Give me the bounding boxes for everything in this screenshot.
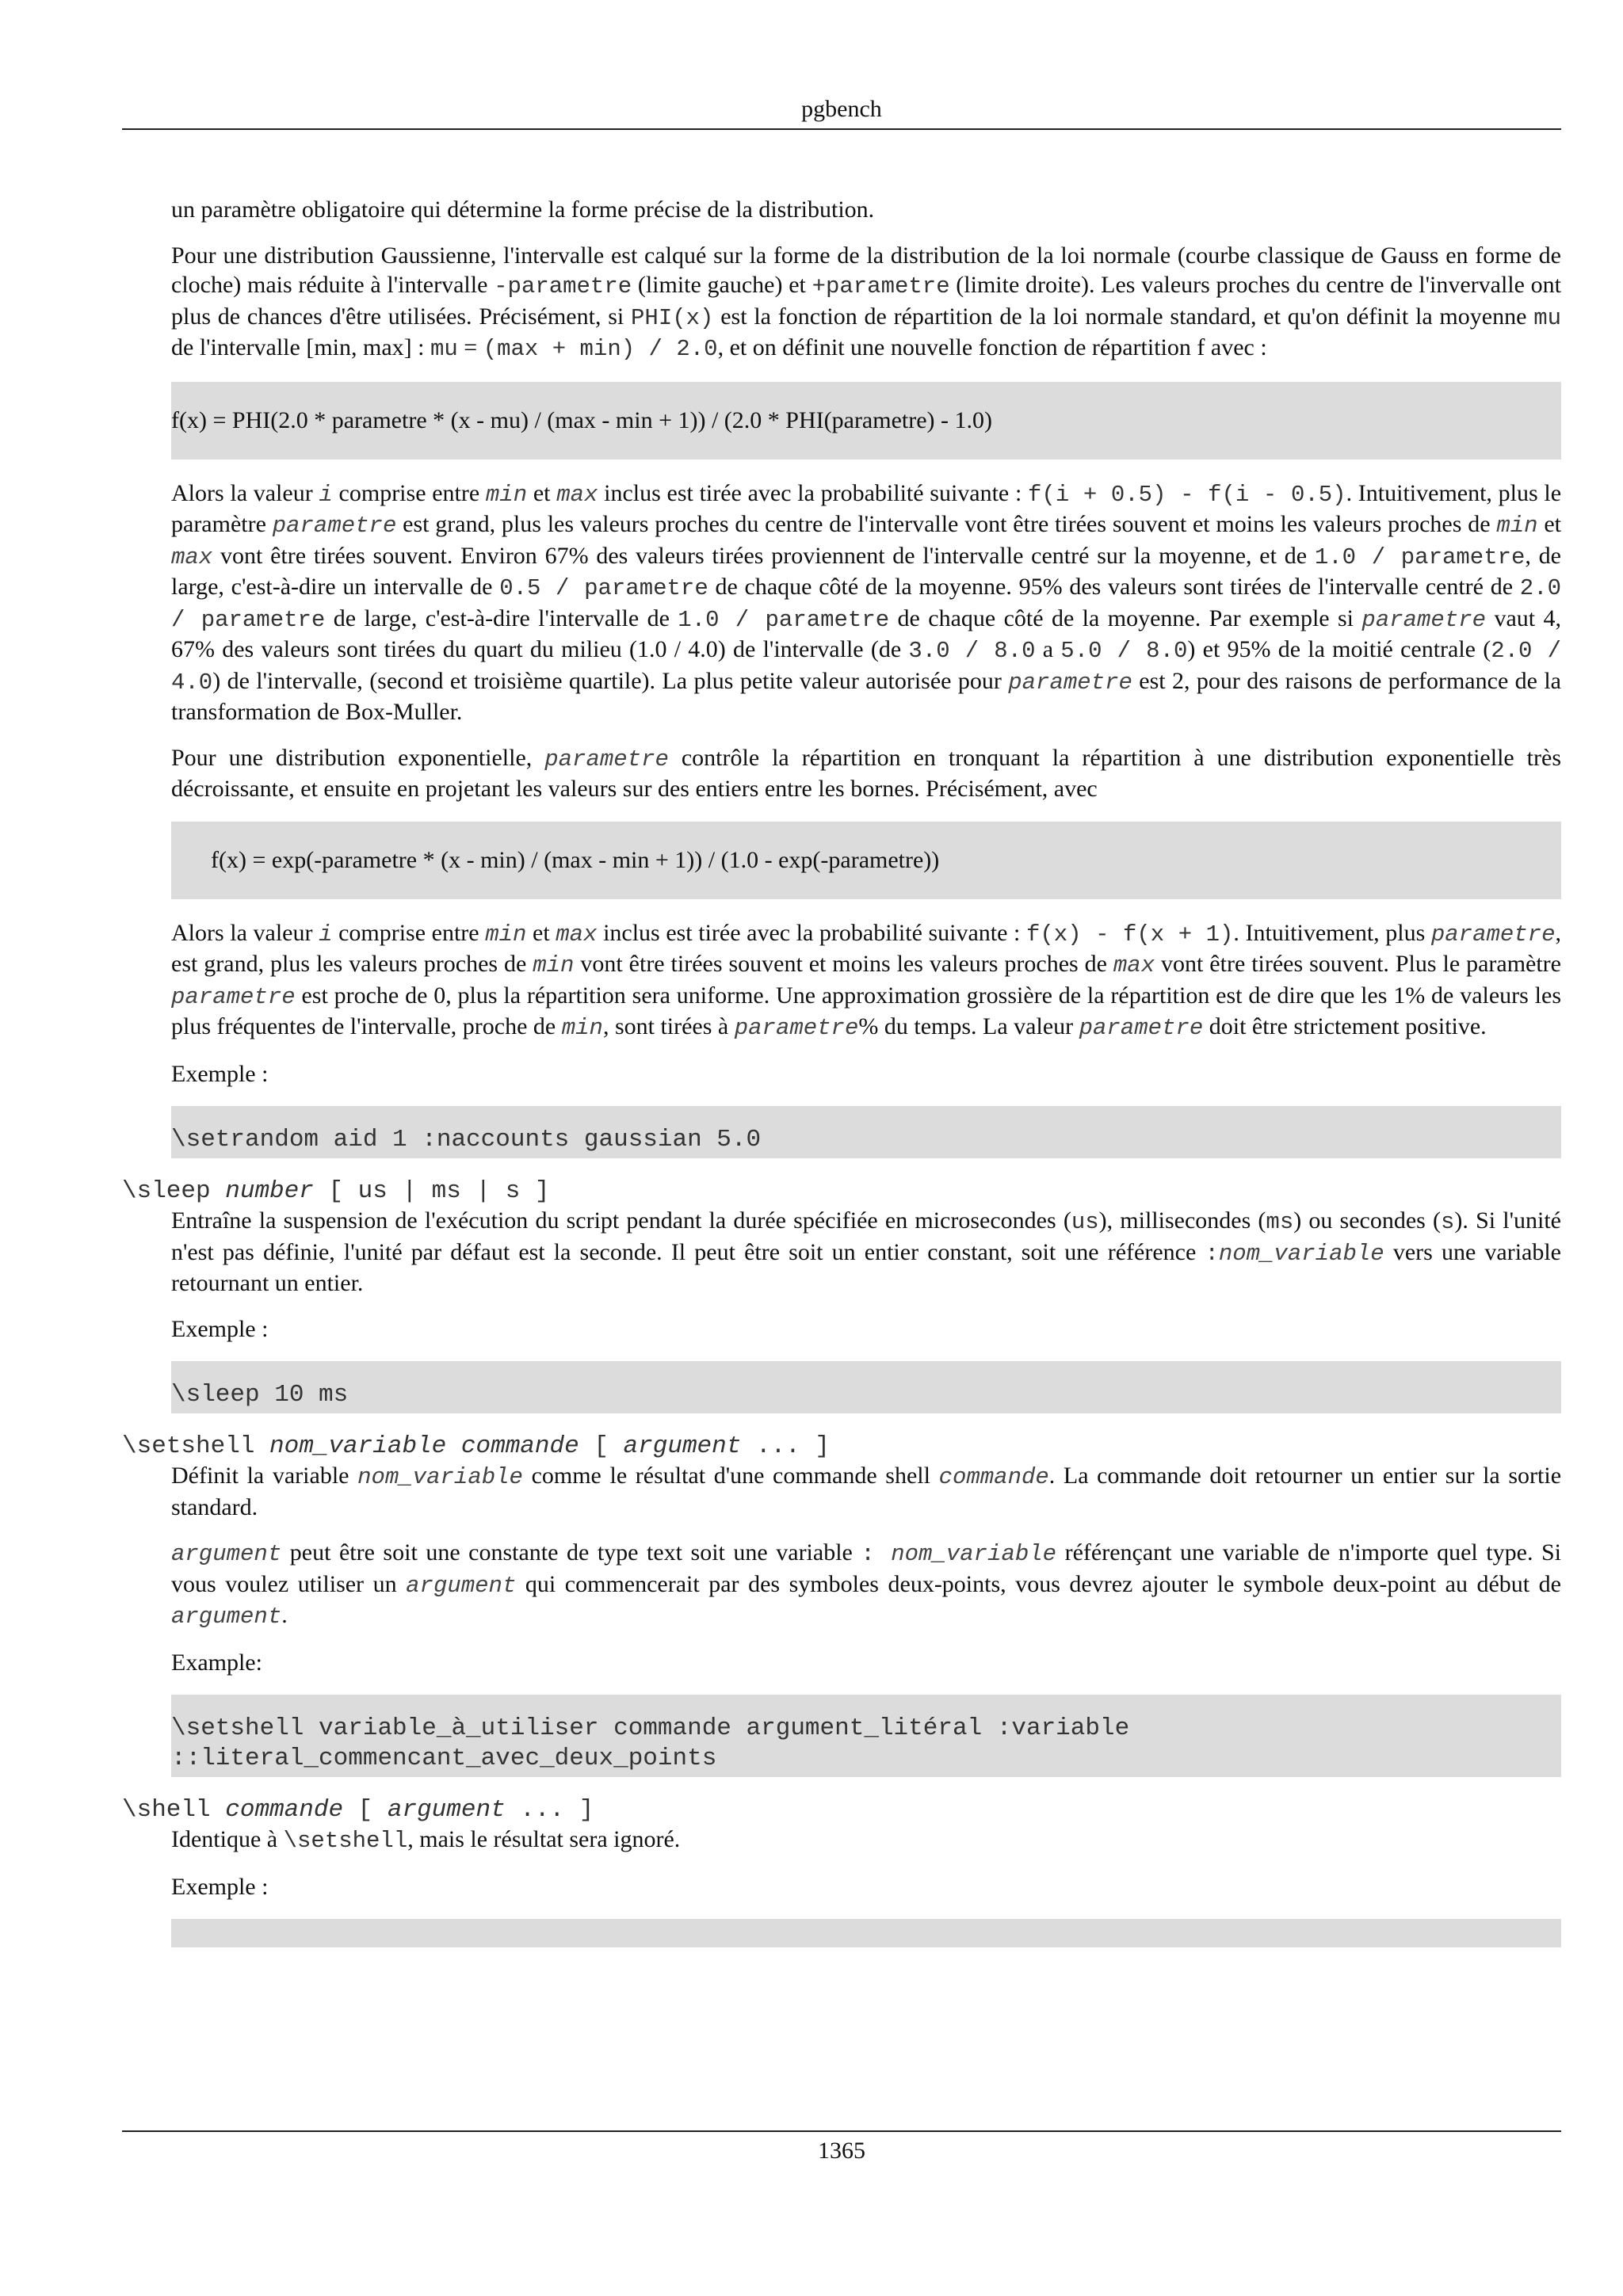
- text: ) ou secondes (: [1293, 1207, 1442, 1234]
- code-inline: ms: [1266, 1209, 1294, 1235]
- text: inclus est tirée avec la probabilité suivante :: [597, 919, 1026, 946]
- formula-block-exponential: f(x) = exp(-parametre * (x - min) / (max - min + 1)) / (1.0 - exp(-parametre)): [171, 822, 1561, 899]
- replaceable: min: [1496, 513, 1538, 539]
- text: \shell: [122, 1796, 226, 1824]
- replaceable: parametre: [1008, 669, 1132, 696]
- text: est grand, plus les valeurs proches du centre de l'intervalle vont être tirées souvent et moins les valeurs proches de: [396, 511, 1497, 537]
- running-header: [122, 93, 1561, 130]
- replaceable: commande: [460, 1432, 579, 1460]
- code-inline: PHI(x): [631, 304, 714, 331]
- text: =: [457, 334, 483, 360]
- paragraph-gaussian: [171, 241, 1561, 364]
- paragraph-setshell-1: [171, 1461, 1561, 1522]
- text: est la fonction de répartition de la loi normale standard, et qu'on définit la moyenne: [713, 303, 1534, 330]
- code-inline: 2.0 / parametre: [171, 575, 1561, 633]
- text: Identique à: [171, 1826, 284, 1852]
- code-inline: f(x) - f(x + 1): [1025, 921, 1234, 948]
- replaceable: min: [485, 481, 528, 508]
- text: ), millisecondes (: [1098, 1207, 1266, 1234]
- text: , sont tirées à: [602, 1013, 735, 1039]
- text: . La commande doit retourner un entier sur la sortie standard.: [171, 1463, 1562, 1520]
- text: [: [343, 1796, 388, 1824]
- paragraph-exponential: [171, 743, 1561, 804]
- replaceable: parametre: [1361, 606, 1487, 633]
- replaceable: parametre: [171, 983, 296, 1010]
- text: de chaque côté de la moyenne. Par exemple si: [889, 605, 1362, 631]
- code-inline: -parametre: [494, 273, 632, 299]
- text: comme le résultat d'une commande shell: [522, 1463, 939, 1489]
- code-inline: mu: [430, 336, 458, 362]
- replaceable: parametre: [272, 513, 397, 539]
- text: ... ]: [505, 1796, 594, 1824]
- text: , est grand, plus les valeurs proches de: [171, 919, 1561, 977]
- page-content: [122, 195, 1561, 1966]
- replaceable: number: [225, 1177, 314, 1205]
- code-inline: us: [1071, 1209, 1099, 1235]
- page-number: 1365: [818, 2138, 865, 2164]
- text: ) et 95% de la moitié centrale (: [1187, 636, 1491, 662]
- code-inline: 2.0 / 4.0: [171, 638, 1561, 696]
- replaceable: argument: [387, 1796, 506, 1824]
- text: [446, 1432, 461, 1460]
- example-label: Example:: [171, 1649, 262, 1676]
- code-inline: +parametre: [812, 273, 950, 299]
- text: vont être tirées souvent et moins les valeurs proches de: [574, 951, 1113, 977]
- text: (limite droite). Les valeurs proches du centre de l'invervalle ont plus de chances d'être utilisées. Précisément, si: [171, 272, 1561, 330]
- page-footer: [122, 2130, 1561, 2167]
- example-label: Exemple :: [171, 1315, 269, 1342]
- text: qui commencerait par des symboles deux-points, vous devrez ajouter le symbole deux-point au début de: [516, 1570, 1561, 1597]
- text: .: [281, 1602, 288, 1628]
- code-example-shell: [171, 1919, 1561, 1947]
- example-label: Exemple :: [171, 1060, 269, 1087]
- text: , mais le résultat sera ignoré.: [407, 1826, 681, 1852]
- text: . Intuitivement, plus le paramètre: [171, 479, 1562, 537]
- text: référençant une variable de n'importe quel type. Si vous voulez utiliser un: [171, 1539, 1562, 1597]
- sleep-description: [171, 1206, 1561, 1413]
- code-inline: mu: [1533, 304, 1561, 331]
- text: , et on définit une nouvelle fonction de répartition f avec :: [717, 334, 1267, 360]
- replaceable: argument: [623, 1432, 742, 1460]
- text: . Intuitivement, plus: [1233, 919, 1431, 946]
- paragraph-sleep: [171, 1206, 1561, 1299]
- text: ... ]: [741, 1432, 830, 1460]
- replaceable: parametre: [734, 1015, 859, 1041]
- code-inline: :: [1205, 1240, 1219, 1267]
- text: vont être tirées souvent. Environ 67% des valeurs tirées proviennent de l'intervalle centré sur la moyenne, et de: [212, 542, 1315, 569]
- replaceable: nom_variable: [1218, 1240, 1384, 1267]
- text: peut être soit une constante de type text soit une variable: [281, 1539, 861, 1566]
- replaceable: min: [485, 921, 527, 948]
- replaceable: commande: [938, 1464, 1049, 1490]
- text: \sleep: [122, 1177, 226, 1205]
- paragraph-exponential-details: [171, 918, 1561, 1043]
- replaceable: argument: [171, 1541, 282, 1567]
- text: vont être tirées souvent. Plus le paramètre: [1155, 951, 1561, 977]
- text: inclus est tirée avec la probabilité suivante :: [598, 479, 1029, 506]
- replaceable: nom_variable: [269, 1432, 447, 1460]
- replaceable: i: [319, 481, 333, 508]
- replaceable: max: [556, 921, 598, 948]
- text: , de large, c'est-à-dire un intervalle de: [171, 542, 1561, 600]
- term-setshell: [122, 1432, 1561, 1461]
- code-inline: s: [1441, 1209, 1455, 1235]
- paragraph-intro: un paramètre obligatoire qui détermine la forme précise de la distribution.: [171, 196, 875, 223]
- text: Pour une distribution Gaussienne, l'intervalle est calqué sur la forme de la distribution de la loi normale (courbe classique de Gauss en forme de cloche) mais réduite à l'intervalle: [171, 242, 1561, 298]
- replaceable: i: [319, 921, 333, 948]
- text: Alors la valeur: [171, 919, 319, 946]
- text: Pour une distribution exponentielle,: [171, 744, 545, 771]
- replaceable: min: [533, 952, 575, 978]
- code-inline: f(i + 0.5) - f(i - 0.5): [1028, 481, 1346, 508]
- text: vers une variable retournant un entier.: [171, 1238, 1561, 1296]
- replaceable: min: [561, 1015, 603, 1041]
- replaceable: nom_variable: [874, 1541, 1057, 1567]
- text: comprise entre: [332, 479, 486, 506]
- code-inline: 1.0 / parametre: [678, 606, 890, 633]
- text: et: [527, 479, 557, 506]
- text: [: [579, 1432, 624, 1460]
- text: de large, c'est-à-dire l'intervalle de: [325, 605, 678, 631]
- code-inline: 1.0 / parametre: [1314, 543, 1526, 570]
- text: et: [526, 919, 556, 946]
- replaceable: argument: [171, 1604, 282, 1630]
- text: a: [1035, 636, 1061, 662]
- term-sleep: [122, 1177, 1561, 1206]
- paragraph-shell: [171, 1825, 1561, 1856]
- header-title: pgbench: [801, 96, 882, 122]
- replaceable: argument: [406, 1572, 517, 1599]
- paragraph-setshell-2: [171, 1538, 1561, 1632]
- replaceable: commande: [225, 1796, 344, 1824]
- text: \setshell: [122, 1432, 270, 1460]
- code-inline: 5.0 / 8.0: [1060, 638, 1188, 664]
- example-label: Exemple :: [171, 1873, 269, 1900]
- text: de chaque côté de la moyenne. 95% des valeurs sont tirées de l'intervalle centré de: [708, 574, 1520, 600]
- replaceable: max: [556, 481, 598, 508]
- text: Alors la valeur: [171, 479, 319, 506]
- shell-description: [171, 1825, 1561, 1947]
- replaceable: max: [1113, 952, 1155, 978]
- text: (limite gauche) et: [632, 272, 812, 298]
- paragraph-gaussian-details: [171, 479, 1561, 727]
- replaceable: parametre: [1079, 1015, 1204, 1041]
- text: ) de l'intervalle, (second et troisième quartile). La plus petite valeur autorisée pour: [212, 667, 1009, 694]
- text: Définit la variable: [171, 1463, 358, 1489]
- text: est proche de 0, plus la répartition sera uniforme. Une approximation grossière de la répartition est de dire que les 1% de valeurs les plus fréquentes de l'intervalle, proche de: [171, 982, 1561, 1039]
- term-shell: [122, 1796, 1561, 1825]
- replaceable: parametre: [1430, 921, 1556, 948]
- text: contrôle la répartition en tronquant la répartition à une distribution exponentielle très décroissante, et ensuite en projetant les valeurs sur des entiers entre les bornes. Précisément, avec: [171, 744, 1561, 802]
- replaceable: parametre: [544, 746, 669, 772]
- text: ). Si l'unité n'est pas définie, l'unité par défaut est la seconde. Il peut être soit un entier constant, soit une référence: [171, 1207, 1561, 1265]
- replaceable: nom_variable: [357, 1464, 523, 1490]
- code-inline: 3.0 / 8.0: [908, 638, 1036, 664]
- text: vaut 4, 67% des valeurs sont tirées du quart du milieu (1.0 / 4.0) de l'intervalle (de: [171, 605, 1562, 662]
- formula-block-gaussian: f(x) = PHI(2.0 * parametre * (x - mu) / (max - min + 1)) / (2.0 * PHI(parametre) - 1.0): [171, 382, 1561, 460]
- random-description: [171, 195, 1561, 1158]
- text: Entraîne la suspension de l'exécution du script pendant la durée spécifiée en microsecondes (: [171, 1207, 1071, 1234]
- code-inline: \setshell: [283, 1828, 408, 1854]
- text: % du temps. La valeur: [858, 1013, 1079, 1039]
- replaceable: max: [171, 543, 213, 570]
- text: comprise entre: [332, 919, 486, 946]
- code-inline: :: [861, 1541, 875, 1567]
- code-example-setshell: \setshell variable_à_utiliser commande argument_litéral :variable ::literal_commencant_avec_deux_points: [171, 1695, 1561, 1777]
- text: est 2, pour des raisons de performance de la transformation de Box-Muller.: [171, 667, 1561, 725]
- text: [ us | ms | s ]: [313, 1177, 550, 1205]
- code-example-setrandom: \setrandom aid 1 :naccounts gaussian 5.0: [171, 1106, 1561, 1158]
- text: de l'intervalle [min, max] :: [171, 334, 430, 360]
- text: doit être strictement positive.: [1203, 1013, 1487, 1039]
- text: et: [1537, 511, 1561, 537]
- code-inline: (max + min) / 2.0: [483, 336, 718, 362]
- setshell-description: [171, 1461, 1561, 1777]
- code-inline: 0.5 / parametre: [499, 575, 708, 601]
- code-example-sleep: \sleep 10 ms: [171, 1361, 1561, 1413]
